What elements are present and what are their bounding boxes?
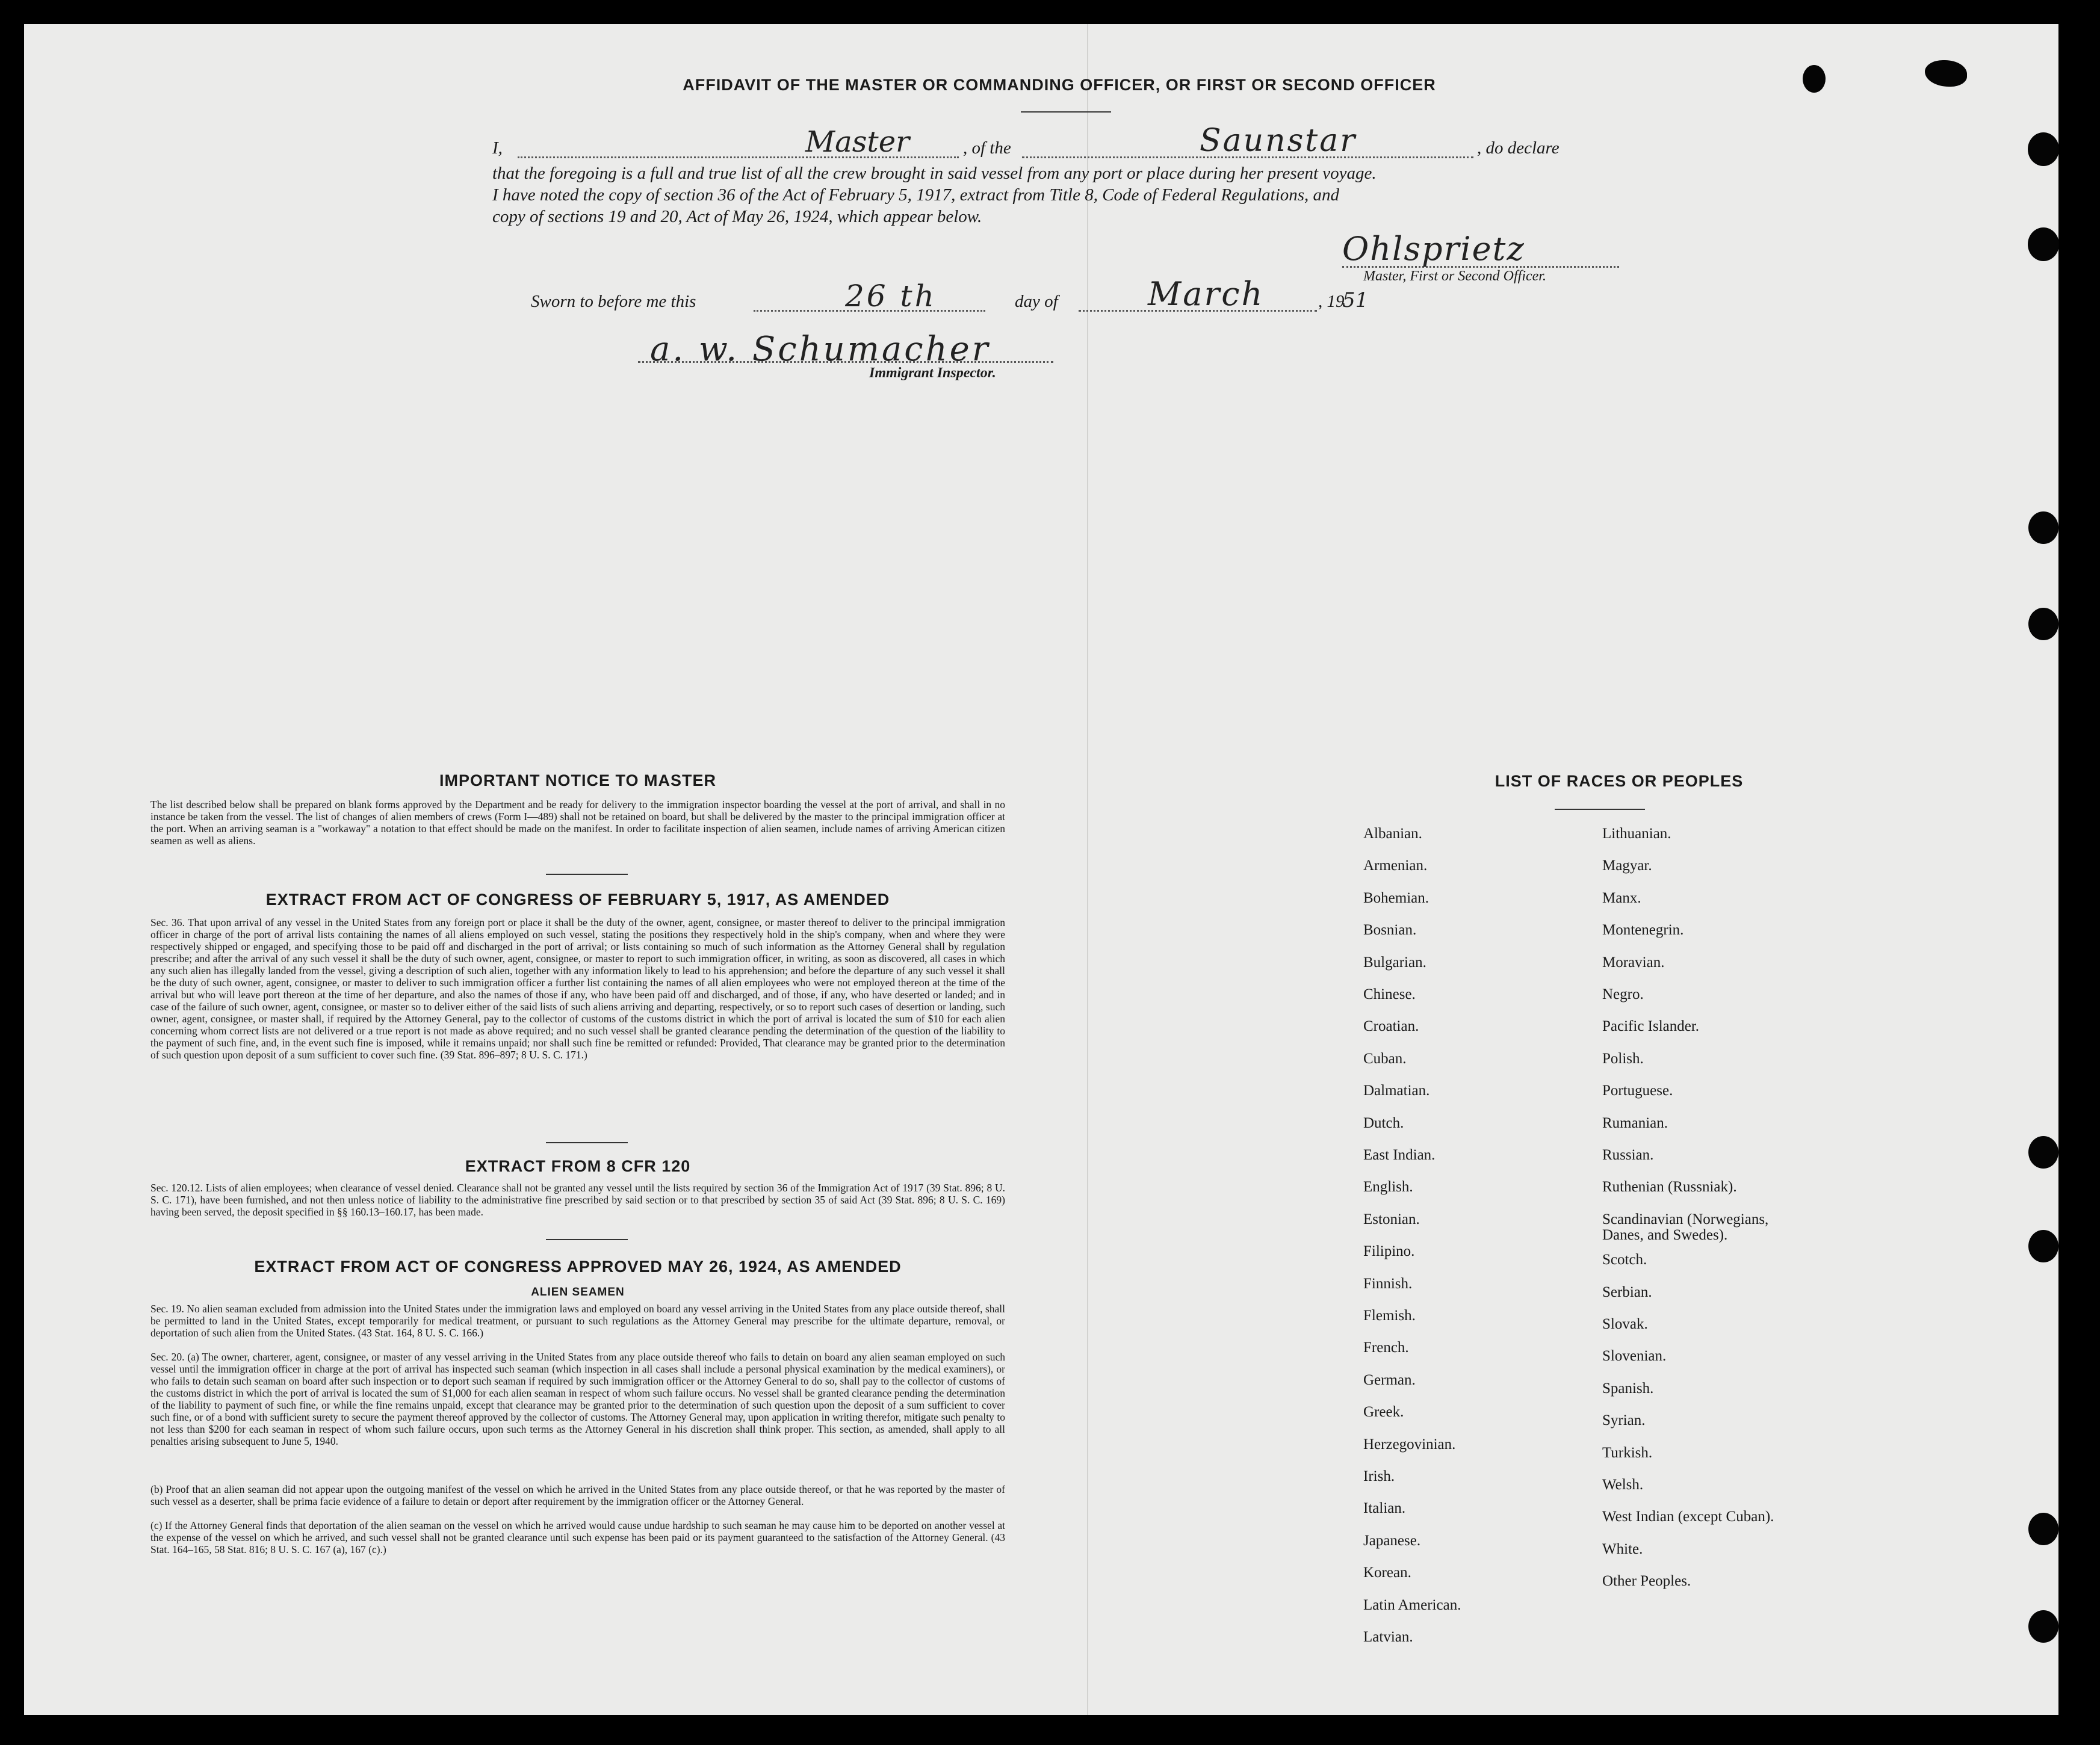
race-item: Chinese. xyxy=(1363,986,1416,1002)
punch-hole-8 xyxy=(2028,1230,2058,1262)
notice-body: The list described below shall be prepared on blank forms approved by the Department and be ready for delivery to the immigration inspector boarding the vessel at the port of arrival, and shall in no instance be taken from the vessel. The list of changes of alien members of crews (Form I—489) shall not be retained on board, but shall be delivered by the master to the principal immigration officer at the port. When an arriving seaman is a "workaway" a notation to that effect should be made on the manifest. In order to facilitate inspection of alien seamen, include names of arriving American citizen seamen as well as aliens. xyxy=(150,798,1005,847)
of-the-label: , of the xyxy=(963,138,1011,158)
extract-1917-body: Sec. 36. That upon arrival of any vessel in the United States from any foreign port or place it shall be the duty of the owner, agent, consignee, or master thereof to deliver to the principal immigration officer in charge of the port of arrival lists containing the names of all aliens employed on such vessel, stating the positions they respectively hold in the ship's company, when and where they were respectively shipped or engaged, and specifying those to be paid off and discharged in the port of arrival; or lists containing so much of such information as the Attorney General shall by regulation prescribe; and after the arrival of any such vessel it shall be the duty of such owner, agent, consignee, or master to report to such immigration officer, in writing, as soon as discovered, all cases in which any such alien has illegally landed from the vessel, giving a description of such alien, together with any information likely to lead to his apprehension; and before the departure of any such vessel it shall be the duty of such owner, agent, consignee, or master to deliver to such immigration officer a further list containing the names of all alien employees who were not employed thereon at the time of the arrival but who will leave port thereon at the time of her departure, and also the names of those if any, who have been paid off and discharged, and of those, if any, who have deserted or landed; and in case of the failure of such owner, agent, consignee, or master so to deliver either of the said lists of such aliens arriving and departing, respectively, or so to report such cases of desertion or landing, such owner, agent, consignee, or master shall, if required by the Attorney General, pay to the collector of customs of the customs district in which the port of arrival is located the sum of $10 for each alien concerning whom correct lists are not delivered or a true report is not made as above required; and no such vessel shall be granted clearance pending the determination of the question of the liability to the payment of such fine, and, in the event such fine is imposed, while it remains unpaid; nor shall such fine be remitted or refunded: Provided, That clearance may be granted prior to the determination of such question upon deposit of a sum sufficient to cover such fine. (39 Stat. 896–897; 8 U. S. C. 171.) xyxy=(150,916,1005,1061)
punch-hole-3 xyxy=(2028,132,2059,166)
race-item: Croatian. xyxy=(1363,1018,1419,1035)
extract-cfr-rule xyxy=(546,1239,628,1240)
officer-caption: Master, First or Second Officer. xyxy=(1363,268,1546,284)
sec-19-body: Sec. 19. No alien seaman excluded from admission into the United States under the immigration laws and employed on board any vessel arriving in the United States from any place outside thereof, shall be permitted to land in the United States, except temporarily for medical treatment, or pursuant to such regulations as the Attorney General may prescribe for the ultimate departure, removal, or deportation of such alien from the United States. (43 Stat. 164, 8 U. S. C. 166.) xyxy=(150,1303,1005,1339)
punch-hole-6 xyxy=(2028,608,2058,640)
officer-signature: Ohlsprietz xyxy=(1342,230,1525,268)
race-item: Manx. xyxy=(1602,889,1641,906)
race-item: Danes, and Swedes). xyxy=(1602,1226,1728,1243)
punch-hole-10 xyxy=(2028,1610,2058,1643)
race-item: Armenian. xyxy=(1363,857,1428,874)
punch-hole-1 xyxy=(1803,65,1826,93)
year-handwritten: 51 xyxy=(1342,288,1369,312)
race-item: Moravian. xyxy=(1602,954,1665,971)
inspector-caption: Immigrant Inspector. xyxy=(869,365,996,381)
month-handwritten: March xyxy=(1148,275,1265,313)
race-item: Bosnian. xyxy=(1363,922,1417,939)
notice-title: IMPORTANT NOTICE TO MASTER xyxy=(439,771,716,789)
race-item: Estonian. xyxy=(1363,1211,1420,1228)
alien-seamen-subtitle: ALIEN SEAMEN xyxy=(531,1286,625,1299)
sec-20b-body: (b) Proof that an alien seaman did not appear upon the outgoing manifest of the vessel on which he arrived in the United States from any place outside thereof, or that he was reported by the master of such vessel as a deserter, shall be prima facie evidence of a failure to detain or deport after requirement by the immigration officer or the Attorney General. xyxy=(150,1483,1005,1507)
race-item: Bohemian. xyxy=(1363,889,1429,906)
race-item: Montenegrin. xyxy=(1602,922,1684,939)
declaration-line-4: copy of sections 19 and 20, Act of May 26, 1924, which appear below. xyxy=(492,207,982,226)
races-title: LIST OF RACES OR PEOPLES xyxy=(1494,772,1744,790)
races-title-rule xyxy=(1555,809,1645,810)
race-item: West Indian (except Cuban). xyxy=(1602,1509,1774,1525)
race-item: Serbian. xyxy=(1602,1283,1652,1300)
punch-hole-5 xyxy=(2028,511,2058,544)
punch-hole-2 xyxy=(1925,60,1967,87)
race-item: Scotch. xyxy=(1602,1252,1647,1268)
document-page xyxy=(24,24,2058,1715)
race-item: Scandinavian (Norwegians, xyxy=(1602,1211,1769,1228)
race-item: Ruthenian (Russniak). xyxy=(1602,1179,1737,1196)
race-item: East Indian. xyxy=(1363,1147,1436,1163)
race-item: Lithuanian. xyxy=(1602,826,1671,842)
race-item: Slovenian. xyxy=(1602,1348,1667,1365)
extract-cfr-body: Sec. 120.12. Lists of alien employees; when clearance of vessel denied. Clearance shall not be granted any vessel until the lists required by section 36 of the Immigration Act of 1917 (39 Stat. 896; 8 U. S. C. 171), have been furnished, and not then unless notice of liability to the administrative fine prescribed by said section or to that prescribed by section 35 of said Act (39 Stat. 896; 8 U. S. C. 169) having been served, the deposit specified in §§ 160.13–160.17, has been made. xyxy=(150,1182,1005,1218)
sec-20c-body: (c) If the Attorney General finds that deportation of the alien seaman on the vessel on which he arrived would cause undue hardship to such seaman he may cause him to be deported on another vessel at the expense of the vessel on which he arrived, and such vessel shall not be granted clearance until such expense has been paid or its payment guaranteed to the satisfaction of the Attorney General. (43 Stat. 164–165, 58 Stat. 816; 8 U. S. C. 167 (a), 167 (c).) xyxy=(150,1519,1005,1555)
race-item: Irish. xyxy=(1363,1468,1395,1484)
page-fold-line xyxy=(1087,24,1088,1715)
race-item: Welsh. xyxy=(1602,1477,1644,1493)
race-item: Korean. xyxy=(1363,1564,1411,1581)
day-handwritten: 26 th xyxy=(845,279,937,313)
sworn-line xyxy=(531,275,1434,313)
affidavit-title-rule xyxy=(1021,111,1111,113)
punch-hole-7 xyxy=(2028,1136,2058,1169)
race-item: Latin American. xyxy=(1363,1596,1461,1613)
declaration-line-2: that the foregoing is a full and true list of all the crew brought in said vessel from any port or place during her present voyage. xyxy=(492,164,1377,183)
race-item: Turkish. xyxy=(1602,1444,1653,1461)
notice-rule xyxy=(546,874,628,875)
race-item: Dutch. xyxy=(1363,1114,1404,1131)
race-item: Rumanian. xyxy=(1602,1114,1668,1131)
race-item: Slovak. xyxy=(1602,1316,1648,1332)
race-item: Albanian. xyxy=(1363,826,1422,842)
sec-20a-body: Sec. 20. (a) The owner, charterer, agent, consignee, or master of any vessel arriving in the United States from any place outside thereof who fails to detain on board any alien seaman employed on such vessel until the immigration officer in charge at the port of arrival has inspected such seaman (which inspection in all cases shall include a personal physical examination by the medical examiners), or who fails to detain such seaman on board after such inspection or to deport such seaman if required by such immigration officer or the Attorney General to do so, shall pay to the collector of customs of the customs district in which the port of arrival is located the sum of $1,000 for each alien seaman in respect of whom such failure occurs. No vessel shall be granted clearance pending the determination of the liability to payment of such fine, or while the fine remains unpaid, except that clearance may be granted prior to the determination of such question upon the deposit of a sum sufficient to cover such fine, or of a bond with sufficient surety to secure the payment thereof approved by the collector of customs. The Attorney General may, upon application in writing therefor, mitigate such penalty to not less than $200 for each seaman in respect of whom such failure occurs, upon such terms as the Attorney General in his discretion shall think proper. This section, as amended, shall apply to all penalties arising subsequent to June 5, 1940. xyxy=(150,1351,1005,1447)
race-item: White. xyxy=(1602,1540,1643,1557)
race-item: Flemish. xyxy=(1363,1308,1416,1324)
declaration-line-1 xyxy=(492,123,1648,159)
rank-handwritten: Master xyxy=(805,125,910,159)
do-declare-label: , do declare xyxy=(1477,138,1560,158)
race-item: Other Peoples. xyxy=(1602,1573,1691,1590)
i-label: I, xyxy=(492,138,503,158)
punch-hole-9 xyxy=(2028,1513,2058,1545)
inspector-signature: a. w. Schumacher xyxy=(650,330,991,369)
race-item: Pacific Islander. xyxy=(1602,1018,1700,1035)
race-item: Negro. xyxy=(1602,986,1644,1002)
vessel-handwritten: Saunstar xyxy=(1200,123,1357,159)
race-item: Portuguese. xyxy=(1602,1083,1673,1099)
race-item: French. xyxy=(1363,1339,1409,1356)
race-item: Italian. xyxy=(1363,1500,1406,1517)
race-item: Syrian. xyxy=(1602,1412,1646,1429)
race-item: Filipino. xyxy=(1363,1243,1415,1260)
race-item: Latvian. xyxy=(1363,1629,1413,1645)
declaration-line-3: I have noted the copy of section 36 of the Act of February 5, 1917, extract from Title 8, Code of Federal Regulations, and xyxy=(492,185,1340,205)
race-item: Dalmatian. xyxy=(1363,1083,1430,1099)
race-item: Cuban. xyxy=(1363,1050,1407,1067)
extract-1917-title: EXTRACT FROM ACT OF CONGRESS OF FEBRUARY 5, 1917, AS AMENDED xyxy=(265,891,890,909)
race-item: German. xyxy=(1363,1371,1416,1388)
affidavit-title: AFFIDAVIT OF THE MASTER OR COMMANDING OFFICER, OR FIRST OR SECOND OFFICER xyxy=(683,76,1436,94)
race-item: Spanish. xyxy=(1602,1380,1654,1397)
race-item: Magyar. xyxy=(1602,857,1652,874)
race-item: Polish. xyxy=(1602,1050,1644,1067)
race-item: English. xyxy=(1363,1179,1413,1196)
extract-1924-title: EXTRACT FROM ACT OF CONGRESS APPROVED MAY 26, 1924, AS AMENDED xyxy=(254,1258,902,1276)
race-item: Finnish. xyxy=(1363,1275,1413,1292)
race-item: Russian. xyxy=(1602,1147,1654,1163)
race-item: Herzegovinian. xyxy=(1363,1436,1456,1453)
extract-cfr-title: EXTRACT FROM 8 CFR 120 xyxy=(465,1157,691,1175)
punch-hole-4 xyxy=(2028,227,2059,261)
race-item: Greek. xyxy=(1363,1404,1404,1421)
race-item: Japanese. xyxy=(1363,1532,1421,1549)
sworn-label: Sworn to before me this xyxy=(531,292,696,311)
race-item: Bulgarian. xyxy=(1363,954,1426,971)
extract-1917-rule xyxy=(546,1142,628,1143)
year-prefix: , 19 xyxy=(1318,292,1345,311)
day-of-label: day of xyxy=(1015,292,1058,311)
